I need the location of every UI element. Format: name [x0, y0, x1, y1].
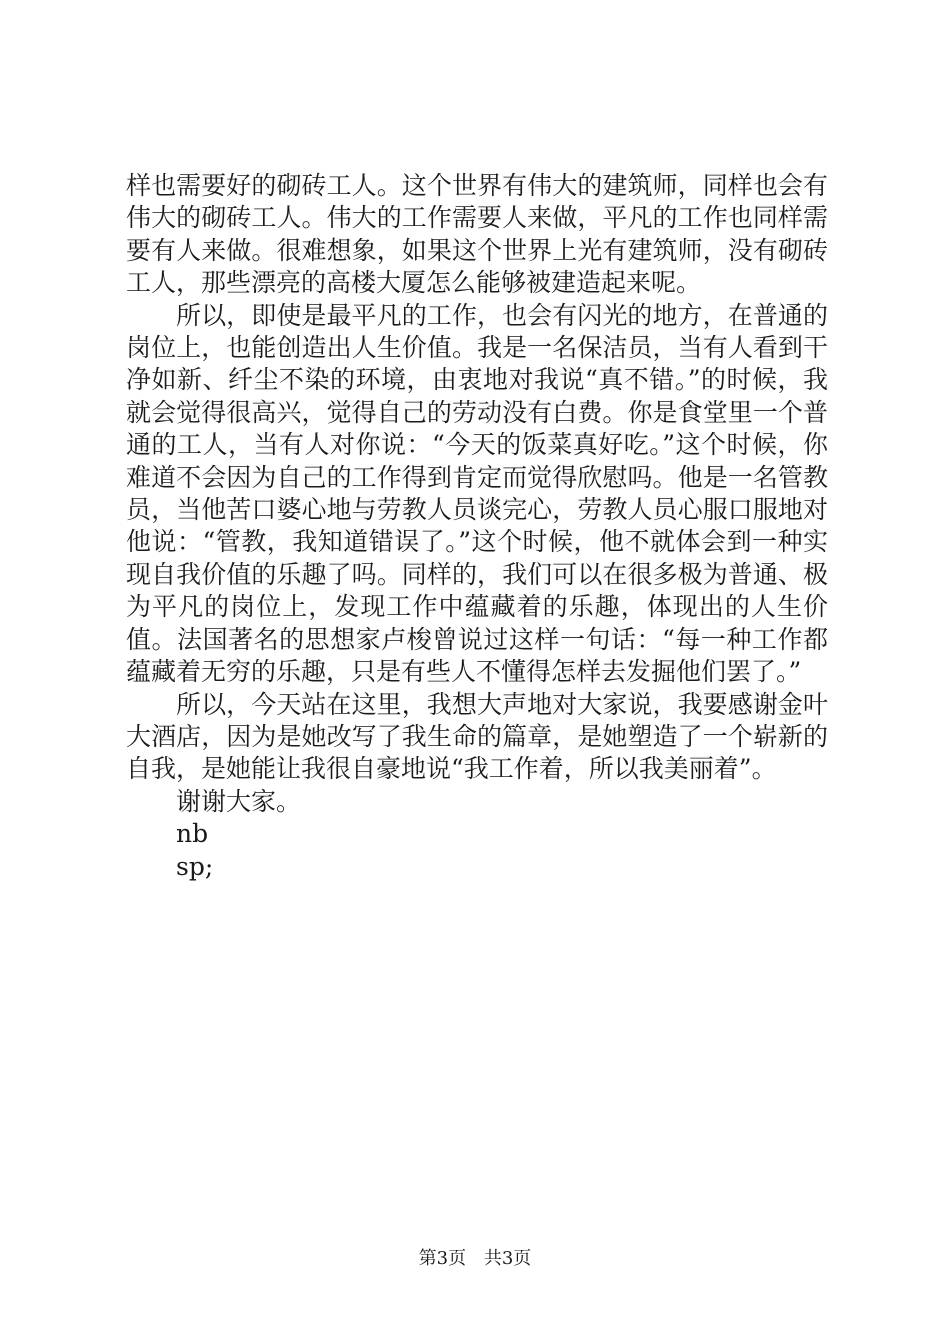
- page-number: 第3页: [418, 1248, 467, 1269]
- paragraph-continuation: 样也需要好的砌砖工人。这个世界有伟大的建筑师，同样也会有伟大的砌砖工人。伟大的工作需要人来做，平凡的工作也同样需要有人来做。很难想象，如果这个世界上光有建筑师，没有砌砖工人，那些漂亮的高楼大厦怎么能够被建造起来呢。: [126, 171, 828, 298]
- document-body: [126, 170, 828, 883]
- paragraph-artifact-nb: nb: [176, 819, 209, 849]
- paragraph-artifact-sp: sp;: [176, 851, 214, 881]
- paragraph-gratitude: 所以，今天站在这里，我想大声地对大家说，我要感谢金叶大酒店，因为是她改写了我生命的篇章，是她塑造了一个崭新的自我，是她能让我很自豪地说“我工作着，所以我美丽着”。: [126, 689, 828, 784]
- page-footer: [0, 1244, 950, 1270]
- paragraph-ordinary-work: 所以，即使是最平凡的工作，也会有闪光的地方，在普通的岗位上，也能创造出人生价值。我是一名保洁员，当有人看到干净如新、纤尘不染的环境，由衷地对我说“真不错。”的时候，我就会觉得很高兴，觉得自己的劳动没有白费。你是食堂里一个普通的工人，当有人对你说：“今天的饭菜真好吃。”这个时候，你难道不会因为自己的工作得到肯定而觉得欣慰吗。他是一名管教员，当他苦口婆心地与劳教人员谈完心，劳教人员心服口服地对他说：“管教，我知道错误了。”这个时候，他不就体会到一种实现自我价值的乐趣了吗。同样的，我们可以在很多极为普通、极为平凡的岗位上，发现工作中蕴藏着的乐趣，体现出的人生价值。法国著名的思想家卢梭曾说过这样一句话：“每一种工作都蕴藏着无穷的乐趣，只是有些人不懂得怎样去发掘他们罢了。”: [126, 300, 828, 687]
- page-total: 共3页: [483, 1248, 532, 1269]
- paragraph-thanks: 谢谢大家。: [176, 786, 302, 816]
